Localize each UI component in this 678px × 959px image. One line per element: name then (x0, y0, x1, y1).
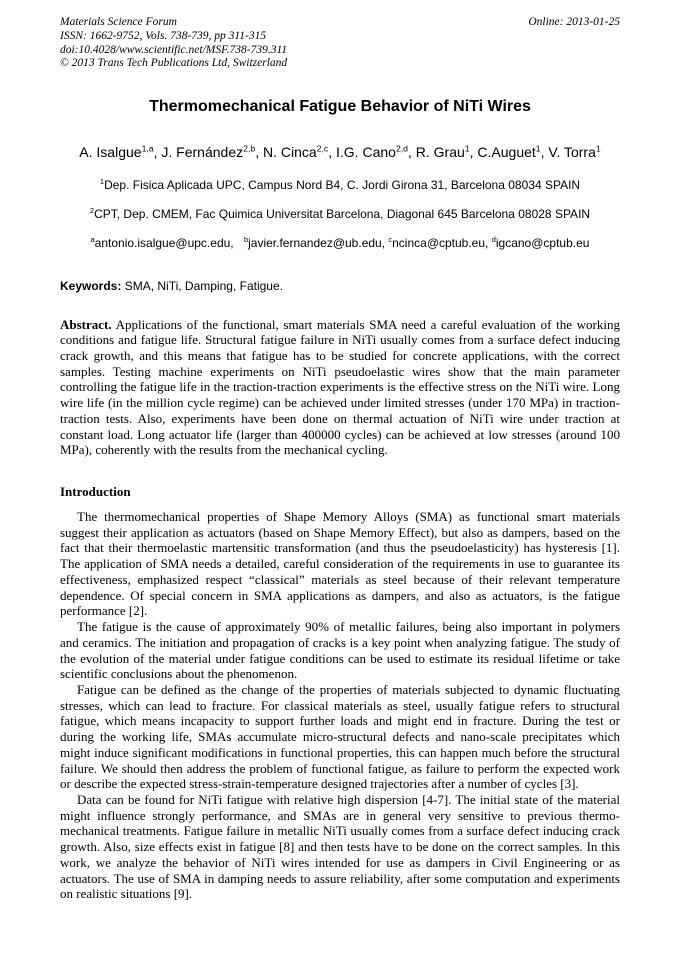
author-name: V. Torra (548, 144, 596, 161)
author-superscript: 1 (535, 143, 541, 154)
abstract-label: Abstract. (60, 316, 112, 332)
email-text: igcano@cptub.eu (495, 235, 590, 250)
email-superscript: d (491, 234, 496, 244)
author-name: A. Isalgue (79, 144, 142, 161)
author-superscript: 2,b (243, 143, 256, 154)
author (79, 144, 157, 160)
author-name: C.Auguet (477, 144, 536, 161)
author-name: I.G. Cano (336, 144, 396, 161)
email-group (388, 236, 488, 250)
journal-name: Materials Science Forum (60, 16, 177, 28)
author (336, 144, 412, 160)
author (161, 144, 259, 160)
author-separator: , (255, 144, 260, 161)
author-name: R. Grau (415, 144, 465, 161)
author-name: J. Fernández (161, 144, 244, 161)
affiliation-superscript: 1 (99, 176, 105, 186)
author-superscript: 1 (464, 143, 470, 154)
author-separator: , (328, 144, 333, 161)
author-name: N. Cinca (262, 144, 317, 161)
author-separator: , (408, 144, 412, 161)
authors-line (60, 141, 620, 163)
journal-header (60, 16, 620, 71)
email-superscript: a (90, 234, 95, 244)
keywords-text: SMA, NiTi, Damping, Fatigue. (121, 278, 283, 293)
online-date: Online: 2013-01-25 (528, 16, 620, 28)
copyright-line: © 2013 Trans Tech Publications Ltd, Switzerland (60, 57, 288, 70)
body-paragraph: The fatigue is the cause of approximately 90% of metallic failures, being also important in polymers and ceramics. The initiation and propagation of cracks is a key point when analyzing fatigue. The study of the evolution of the material under fatigue conditions can be used to estimate its residual lifetime or take scientific conclusions about the phenomenon. (60, 619, 620, 682)
body-paragraph: Data can be found for NiTi fatigue with relative high dispersion [4-7]. The initial state of the material might influence strongly performance, and SMAs are in general very sensitive to previous thermo-mechanical treatments. Fatigue failure in metallic NiTi usually comes from a surface defect inducing crack growth. Also, size effects exist in fatigue [8] and then tests have to be done on the correct samples. In this work, we analyze the behavior of NiTi wires intended for use as dampers in Civil Engineering or as actuators. The use of SMA in damping needs to assure reliability, after some computation and experiments on realistic situations [9]. (60, 791, 620, 902)
author-superscript: 1,a (141, 143, 154, 154)
abstract-text: Applications of the functional, smart materials SMA need a careful evaluation of the working conditions and fatigue life. Structural fatigue failure in NiTi usually comes from a surface defect inducing crack growth, and this means that fatigue has to be studied for concrete applications, with the correct samples. Testing machine experiments on NiTi pseudoelastic wires show that the main parameter controlling the fatigue life in the traction-traction experiments is the effective stress on the NiTi wire. Long wire life (in the million cycle regime) can be achieved under limited stresses (under 170 MPa) in traction-traction tests. Also, experiments have been done on thermal actuation of NiTi wire under traction at constant load. Long actuator life (larger than 400000 cycles) can be achieved at low stresses (around 100 MPa), coherently with the results from the mechanical cycling. (60, 316, 620, 458)
author (548, 144, 600, 160)
email-group (91, 236, 234, 250)
email-superscript: b (243, 234, 249, 244)
body-paragraph: Fatigue can be defined as the change of the properties of materials subjected to dynamic fluctuating stresses, which can lead to fracture. For classical materials as steel, usually fatigue refers to structural fatigue, which means incapacity to support further loads and might end in fracture. During the test or during the working life, SMAs accumulate micro-structural defects and nano-scale precipitates which might induce significant modifications in functional properties, this can happen much before the structural failure. We should then address the problem of functional fatigue, as failure to perform the expected work or describe the expected stress-strain-temperature designed trajectories after a number of cycles [3]. (60, 681, 620, 792)
author (477, 144, 544, 160)
affiliation-line (60, 178, 620, 193)
author (416, 144, 474, 160)
author-separator: , (540, 144, 545, 161)
section-heading-introduction: Introduction (60, 484, 131, 500)
issn-line: ISSN: 1662-9752, Vols. 738-739, pp 311-315 (60, 29, 267, 42)
keywords-label: Keywords: (60, 278, 122, 293)
paper-title: Thermomechanical Fatigue Behavior of NiTi Wires (149, 98, 531, 116)
author-separator: , (153, 144, 158, 161)
email-text: ncinca@cptub.eu, (392, 235, 489, 250)
email-text: antonio.isalgue@upc.edu, (94, 235, 234, 250)
email-group (244, 236, 385, 250)
email-group (492, 236, 590, 250)
email-text: javier.fernandez@ub.edu, (248, 235, 386, 250)
affiliation-line (60, 207, 620, 222)
email-superscript: c (388, 234, 393, 244)
body-paragraph: The thermomechanical properties of Shape Memory Alloys (SMA) as functional smart materials suggest their application as actuators (based on Shape Memory Effect), but also as dampers, based on the fact that their thermoelastic martensitic transformation (and thus the pseudoelasticity) has hysteresis [1]. The application of SMA needs a detailed, careful consideration of the requirements in use to guarantee its effectiveness, emphasized respect “classical” materials as steel because of their relevant temperature dependence. Of special concern in SMA applications as dampers, and also as actuators, is the fatigue performance [2]. (60, 509, 620, 619)
journal-header-left (60, 16, 287, 71)
keywords-line (60, 279, 620, 293)
affiliation-superscript: 2 (89, 205, 95, 215)
emails-line (60, 236, 620, 251)
doi-line: doi:10.4028/www.scientific.net/MSF.738-739.311 (60, 43, 288, 56)
affiliation-text: CPT, Dep. CMEM, Fac Quimica Universitat Barcelona, Diagonal 645 Barcelona 08028 SPAIN (94, 206, 591, 221)
affiliation-text: Dep. Fisica Aplicada UPC, Campus Nord B4, C. Jordi Girona 31, Barcelona 08034 SPAIN (104, 177, 581, 192)
author-superscript: 1 (595, 143, 601, 154)
author-separator: , (469, 144, 474, 161)
author-superscript: 2,d (395, 143, 408, 154)
abstract-paragraph (60, 317, 620, 458)
author-superscript: 2,c (316, 143, 329, 154)
author (263, 144, 332, 160)
